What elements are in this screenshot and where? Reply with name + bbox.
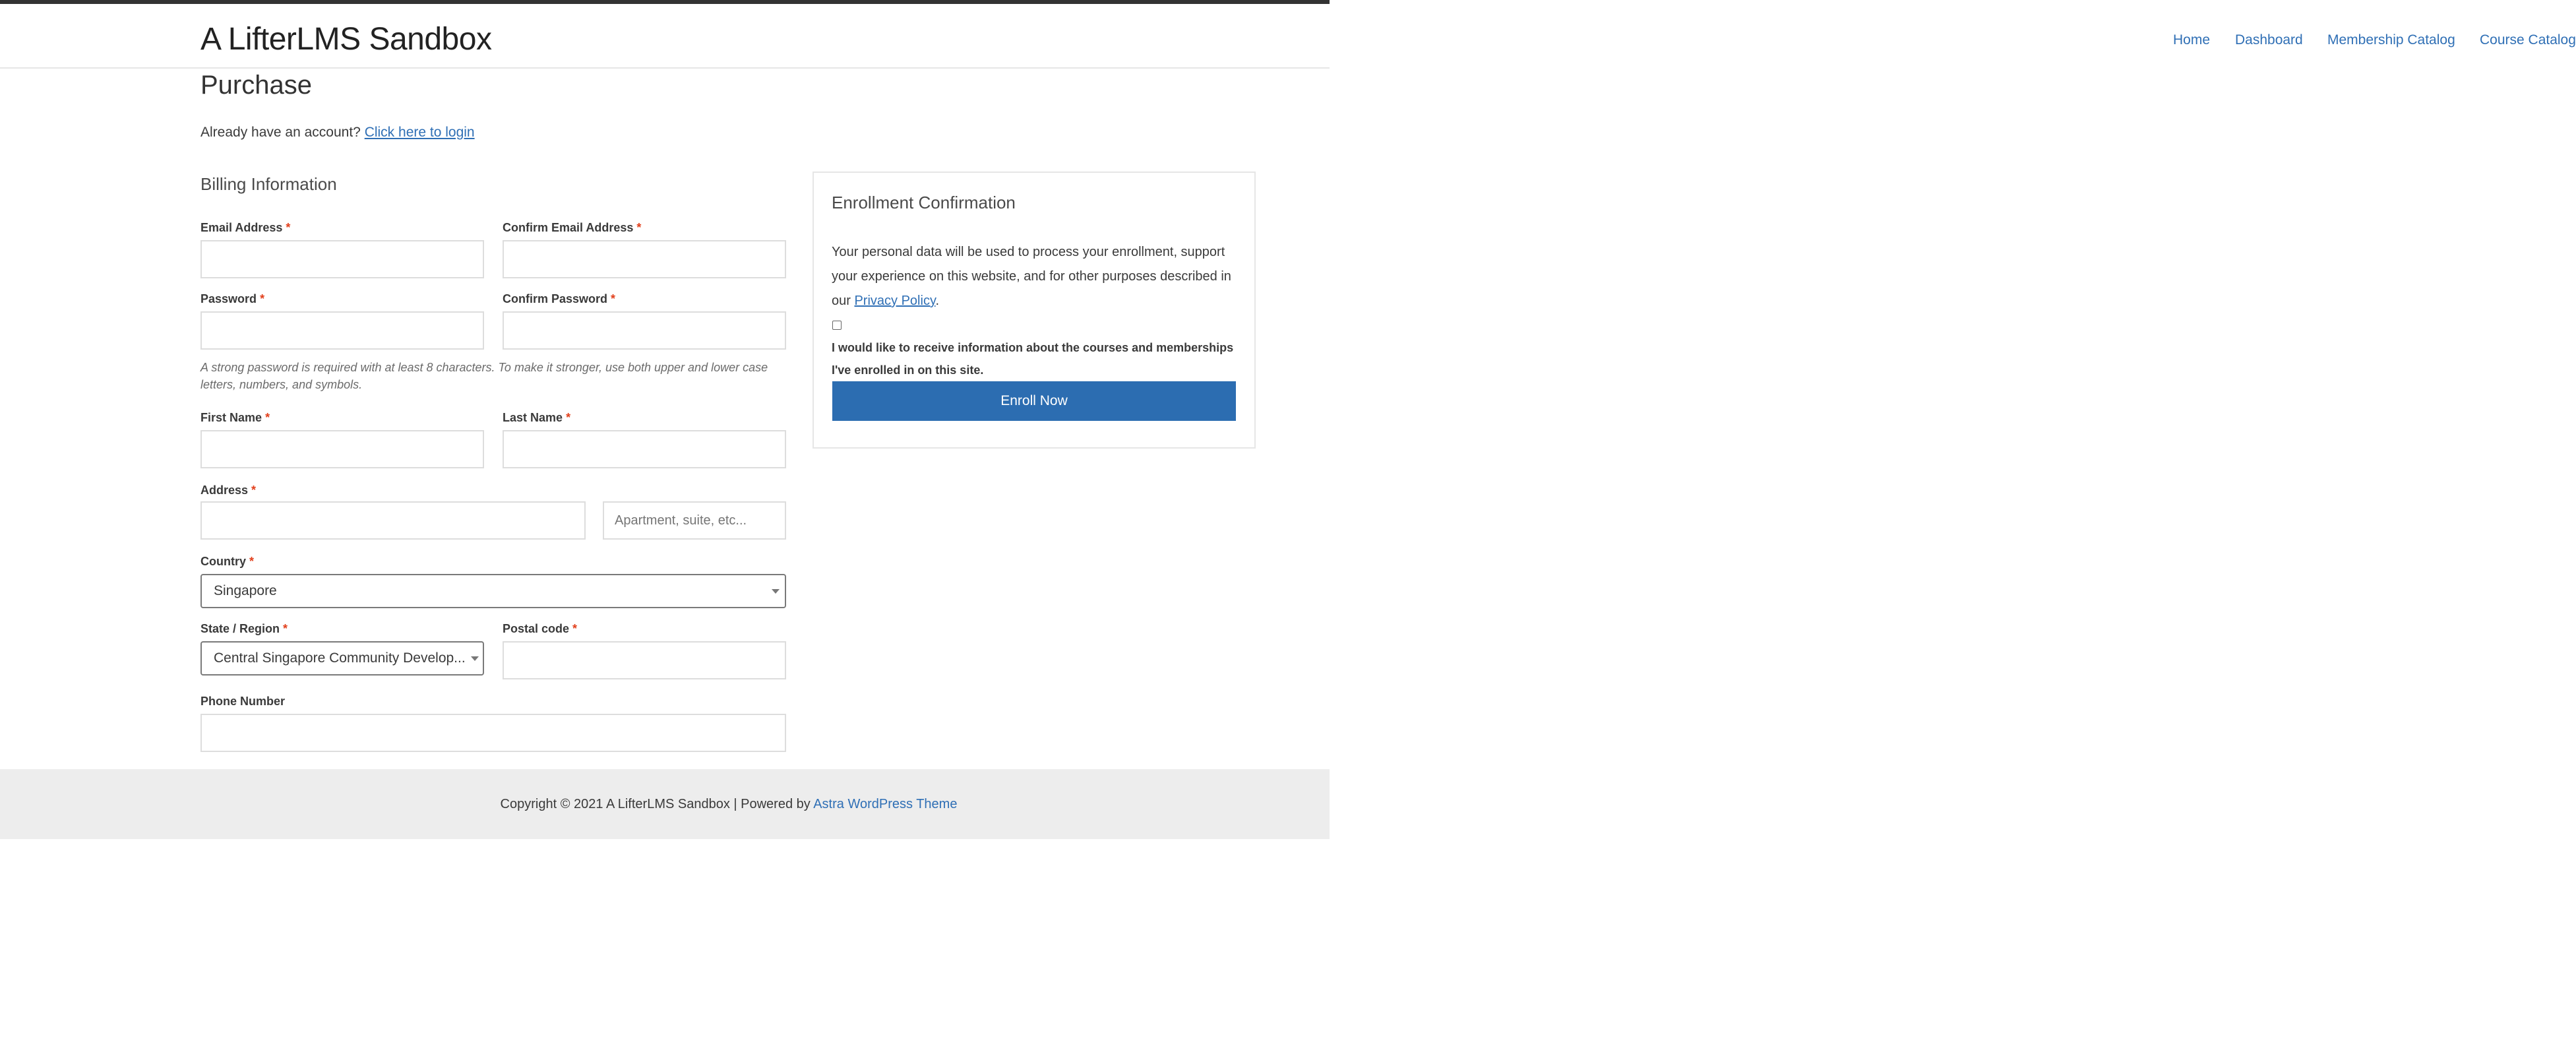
confirm-password-field[interactable] xyxy=(503,311,786,350)
required-marker: * xyxy=(251,484,257,497)
address-field[interactable] xyxy=(200,501,586,540)
privacy-notice-period: . xyxy=(935,294,940,308)
chevron-down-icon xyxy=(772,589,780,594)
required-marker: * xyxy=(636,221,642,234)
required-marker: * xyxy=(611,292,616,305)
state-select[interactable] xyxy=(200,641,484,676)
login-prompt xyxy=(200,123,475,142)
confirmation-title: Enrollment Confirmation xyxy=(832,193,1016,212)
required-marker: * xyxy=(566,411,571,424)
email-field[interactable] xyxy=(200,240,484,278)
footer-copyright xyxy=(0,794,1457,814)
footer-copyright-text: Copyright © 2021 A LifterLMS Sandbox | Powered by xyxy=(500,797,811,811)
address-line2-field[interactable] xyxy=(603,501,786,540)
privacy-policy-link[interactable]: Privacy Policy xyxy=(854,294,936,308)
country-label: Country * xyxy=(200,555,255,568)
nav-dashboard[interactable]: Dashboard xyxy=(2235,32,2303,47)
last-name-field[interactable] xyxy=(503,430,786,468)
postal-code-label: Postal code * xyxy=(503,622,578,635)
required-marker: * xyxy=(249,555,255,568)
last-name-label: Last Name * xyxy=(503,411,571,424)
required-marker: * xyxy=(286,221,291,234)
first-name-label: First Name * xyxy=(200,411,270,424)
state-label: State / Region * xyxy=(200,622,288,635)
postal-code-field[interactable] xyxy=(503,641,786,679)
phone-label: Phone Number xyxy=(200,695,286,708)
required-marker: * xyxy=(260,292,265,305)
state-select-value: Central Singapore Community Develop... xyxy=(214,650,466,666)
password-hint: A strong password is required with at least 8 characters. To make it stronger, use both upper and lower case letters, numbers, and symbols. xyxy=(200,361,768,391)
billing-title: Billing Information xyxy=(200,174,337,194)
password-label: Password * xyxy=(200,292,265,305)
nav-course-catalog[interactable]: Course Catalog xyxy=(2480,32,2576,47)
privacy-notice xyxy=(832,240,1241,313)
nav-home[interactable]: Home xyxy=(2173,32,2211,47)
login-link[interactable]: Click here to login xyxy=(364,125,475,140)
marketing-consent-label[interactable]: I would like to receive information about the courses and memberships I've enrolled in on this site. xyxy=(832,341,1234,377)
email-label: Email Address * xyxy=(200,221,291,234)
required-marker: * xyxy=(283,622,288,635)
first-name-field[interactable] xyxy=(200,430,484,468)
password-field[interactable] xyxy=(200,311,484,350)
country-select-value: Singapore xyxy=(214,583,277,598)
confirm-password-label: Confirm Password * xyxy=(503,292,616,305)
privacy-notice-text: Your personal data will be used to process your enrollment, support your experience on this website, and for other purposes described in our xyxy=(832,245,1231,308)
required-marker: * xyxy=(265,411,270,424)
login-prompt-text: Already have an account? xyxy=(200,125,361,140)
confirm-email-label: Confirm Email Address * xyxy=(503,221,642,234)
site-header xyxy=(0,4,2576,69)
astra-theme-link[interactable]: Astra WordPress Theme xyxy=(813,797,958,811)
confirm-email-field[interactable] xyxy=(503,240,786,278)
phone-field[interactable] xyxy=(200,714,786,752)
enroll-now-button[interactable]: Enroll Now xyxy=(832,381,1236,421)
address-label: Address * xyxy=(200,484,257,497)
marketing-consent-checkbox[interactable] xyxy=(832,321,842,330)
nav-membership-catalog[interactable]: Membership Catalog xyxy=(2327,32,2455,47)
chevron-down-icon xyxy=(471,656,479,661)
site-footer xyxy=(0,769,1330,839)
country-select[interactable] xyxy=(200,574,786,608)
site-title[interactable]: A LifterLMS Sandbox xyxy=(200,22,492,57)
required-marker: * xyxy=(572,622,578,635)
page-title: Purchase xyxy=(200,71,312,100)
